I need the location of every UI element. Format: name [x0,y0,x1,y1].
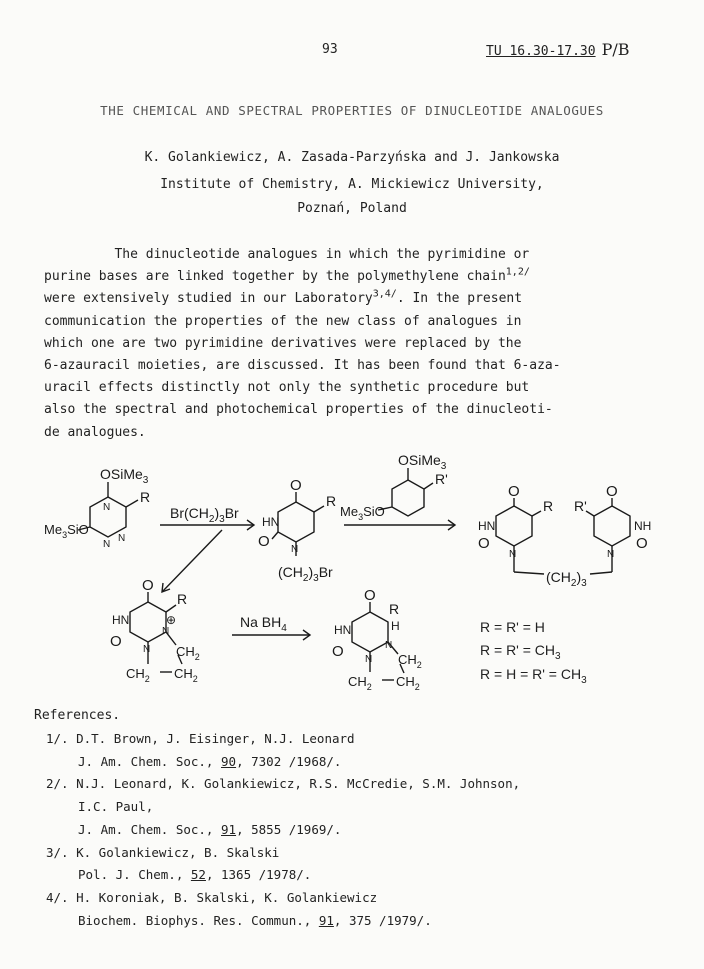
label-r: R [177,591,188,607]
label-n: N [118,533,126,544]
label-r-prime: R' [435,471,448,487]
label-o: O [364,587,376,604]
r-definition [480,666,587,686]
citation: 1,2/ [505,266,530,278]
label-n: N [385,640,393,651]
plus-charge-icon: ⊕ [166,613,177,627]
label-osime: OSiMe [100,466,143,482]
label-ch2: CH [176,644,195,659]
reference-number: 1/. [46,731,69,746]
reference-pages: , 375 /1979/. [333,913,432,928]
label-hn: HN [262,515,280,529]
reference-citation [78,867,311,882]
abstract-line: which one are two pyrimidine derivatives were replaced by the [44,335,522,351]
abstract-line: uracil effects distinctly not only the synthetic procedure but [44,380,530,396]
subscript: 3 [358,512,364,522]
label-osime: OSiMe [398,452,441,468]
svg-text:Br(CH2)3Br [170,505,239,525]
label-o: O [606,483,618,500]
label-n: N [607,549,615,560]
reference-volume: 91 [318,913,334,928]
reagent-nabh4: Na BH [240,614,282,630]
subscript: 3 [313,573,319,584]
r-definition-text: R = R' = CH [480,642,556,658]
page-number: 93 [322,42,338,57]
compound-silyl-azauracil-prime [378,468,433,516]
label-nh: NH [634,519,652,533]
reference-journal: J. Am. Chem. Soc., [78,754,221,769]
label-r: R [389,601,400,617]
abstract-line: 6-azauracil moieties, are discussed. It has been found that 6-aza- [44,358,561,374]
r-definition-text: R = H = R' = CH [480,666,582,682]
r-definition: R = R' = H [480,619,545,635]
label-o: O [290,477,302,494]
label-r-prime: R' [574,498,587,514]
subscript: 3 [62,530,68,540]
subscript: 2 [302,573,309,584]
paper-title: THE CHEMICAL AND SPECTRAL PROPERTIES OF DINUCLEOTIDE ANALOGUES [100,103,604,118]
reference-authors: H. Koroniak, B. Skalski, K. Golankiewicz [76,890,378,905]
svg-text:Na BH4 [240,614,287,634]
abstract-line: were extensively studied in our Laboratory [44,291,373,307]
label-hn: HN [478,519,496,533]
subscript: 2 [366,682,372,692]
affiliation-line-2: Poznań, Poland [297,201,407,216]
subscript: 2 [570,578,577,589]
label-br: Br [224,505,239,521]
reference-item [46,845,279,860]
reagent-dibromopropane: Br(CH [170,505,209,521]
svg-text:CH2 [126,666,150,684]
label-o: O [636,535,648,552]
citation: 3,4/ [372,289,397,301]
subscript: 2 [194,652,200,662]
svg-text:(CH2)3: $(CH_2)_3$ [546,569,587,589]
reference-volume: 52 [190,867,206,882]
svg-text:(CH2)3Br: $(CH_2)_3Br$ [278,564,333,584]
subscript: 3 [581,578,587,589]
label-hn: HN [112,613,130,627]
label-n: N [103,539,111,550]
abstract-line: de analogues. [44,424,146,440]
svg-text:Me3SiO [340,504,385,522]
references-heading: References. [34,708,121,723]
label-o: O [110,633,122,650]
r-definition [480,642,561,662]
svg-text:CH2 [396,674,420,692]
label-r: R [326,493,337,509]
subscript: 3 [142,475,149,486]
reference-authors-cont: I.C. Paul, [78,799,154,814]
label-n: N [162,626,170,637]
label-linker: (CH [546,569,571,585]
abstract-line: purine bases are linked together by the polymethylene chain [44,269,506,285]
subscript: 2 [192,674,198,684]
subscript: 3 [555,650,561,662]
reference-citation [78,913,432,928]
reference-authors: N.J. Leonard, K. Golankiewicz, R.S. McCredie, S.M. Johnson, [76,776,521,791]
svg-text:CH2 [174,666,198,684]
label-h: H [391,619,400,633]
compound-bicyclic-cation [130,592,182,672]
subscript: 2 [414,682,420,692]
label-r: R [140,489,151,505]
label-chain-br: (CH [278,564,303,580]
reference-authors: D.T. Brown, J. Eisinger, N.J. Leonard [76,731,355,746]
reference-item [46,776,520,791]
subscript: 2 [416,660,422,670]
label-n: N [143,644,151,655]
paren: ) [214,505,220,521]
svg-text:CH2 [348,674,372,692]
subscript: 4 [281,623,287,634]
label-me3sio: Me [44,522,63,537]
reference-number: 3/. [46,845,69,860]
abstract-line: The dinucleotide analogues in which the pyrimidine or [44,247,530,262]
label-ch2: CH [396,674,415,689]
label-o: O [332,643,344,660]
reference-item [46,890,377,905]
reference-volume: 91 [221,822,237,837]
abstract [44,244,624,444]
label-br: Br [318,564,333,580]
reference-volume: 90 [221,754,237,769]
label-n: N [509,549,517,560]
reference-pages: , 7302 /1968/. [236,754,342,769]
label-o: O [478,535,490,552]
reference-number: 4/. [46,890,69,905]
label-sio: SiO [67,522,89,537]
reaction-arrow [162,530,222,592]
reference-journal: J. Am. Chem. Soc., [78,822,221,837]
label-ch2: CH [174,666,193,681]
label-ch2: CH [126,666,145,681]
label-me3sio: Me [340,504,359,519]
label-o: O [258,533,270,550]
subscript: 3 [219,514,225,525]
label-r: R [543,498,554,514]
svg-text:Me3SiO [44,522,89,540]
label-ch2: CH [348,674,367,689]
session-suffix: P/B [601,40,630,59]
session-code [486,40,630,59]
label-ch2: CH [398,652,417,667]
abstract-line: also the spectral and photochemical properties of the dinucleoti- [44,402,553,418]
reference-pages: , 5855 /1969/. [236,822,342,837]
reference-citation [78,822,341,837]
label-o: O [508,483,520,500]
subscript: 3 [440,461,447,472]
subscript: 2 [144,674,150,684]
session-time: TU 16.30-17.30 [486,44,596,59]
label-n: N [291,544,299,555]
abstract-line: communication the properties of the new class of analogues in [44,313,522,329]
label-sio: SiO [363,504,385,519]
affiliation-line-1: Institute of Chemistry, A. Mickiewicz University, [160,177,544,192]
reference-authors: K. Golankiewicz, B. Skalski [76,845,280,860]
reference-number: 2/. [46,776,69,791]
reference-citation [78,754,341,769]
subscript: 3 [581,674,587,686]
reference-pages: , 1365 /1978/. [205,867,312,882]
label-n: N [365,654,373,665]
svg-text:OSiMe3 [398,452,447,472]
label-o: O [142,577,154,594]
subscript: 2 [208,514,215,525]
label-hn: HN [334,623,352,637]
label-n: N [103,502,111,513]
compound-dinucleotide-analogue [496,498,630,574]
reference-journal: Biochem. Biophys. Res. Commun., [78,913,319,928]
reference-item [46,731,355,746]
authors: K. Golankiewicz, A. Zasada-Parzyńska and J. Jankowska [144,150,560,165]
abstract-line: . In the present [396,291,523,307]
reaction-scheme [0,440,704,710]
reference-journal: Pol. J. Chem., [78,867,191,882]
